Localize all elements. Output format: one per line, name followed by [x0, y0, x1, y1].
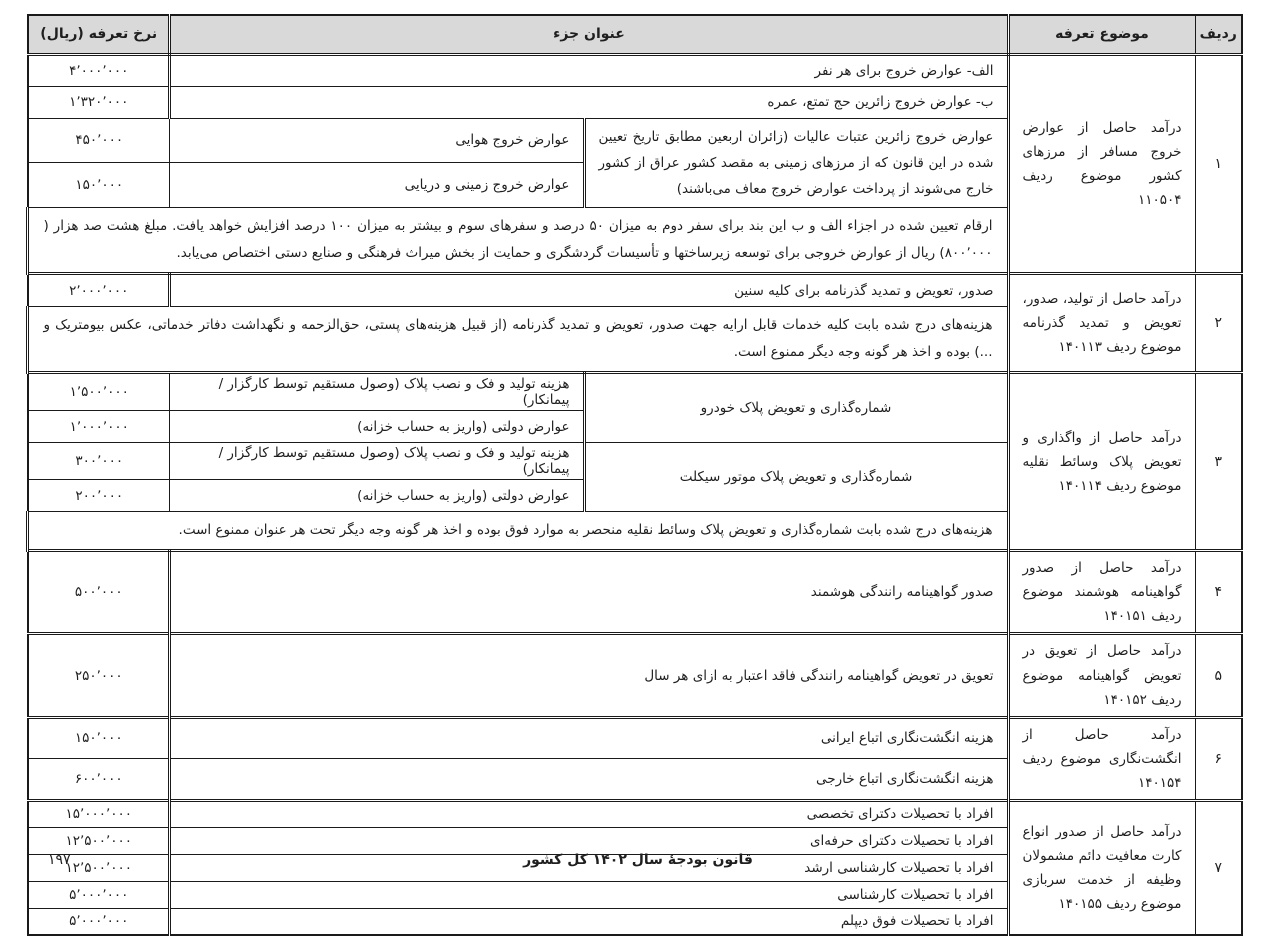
item-title-cell: هزینه انگشت‌نگاری اتباع خارجی [170, 759, 1008, 801]
row-number-cell: ۲ [1195, 274, 1242, 373]
document-page [0, 14, 1276, 930]
table-row [28, 54, 1242, 86]
column-header-item: عنوان جزء [170, 15, 1008, 54]
row-number-cell: ۴ [1195, 551, 1242, 634]
table-header-row [28, 15, 1242, 54]
item-title-cell: عوارض دولتی (واریز به حساب خزانه) [170, 480, 584, 512]
tariff-rate-cell: ۲۵۰٬۰۰۰ [28, 634, 170, 717]
item-title-cell: الف- عوارض خروج برای هر نفر [170, 54, 1008, 86]
item-title-cell: عوارض خروج هوایی [170, 118, 584, 163]
tariff-subject-cell: درآمد حاصل از تولید، صدور، تعویض و تمدید گذرنامه موضوع ردیف ۱۴۰۱۱۳ [1008, 274, 1195, 373]
tariff-rate-cell: ۵٬۰۰۰٬۰۰۰ [28, 908, 170, 935]
footer-title: قانون بودجۀ سال ۱۴۰۲ کل کشور [523, 852, 753, 868]
tariff-rate-cell: ۱٬۵۰۰٬۰۰۰ [28, 373, 170, 411]
item-title-cell: افراد با تحصیلات فوق دیپلم [170, 908, 1008, 935]
item-title-cell: هزینه انگشت‌نگاری اتباع ایرانی [170, 717, 1008, 759]
table-row [28, 717, 1242, 759]
tariff-rate-cell: ۴٬۰۰۰٬۰۰۰ [28, 54, 170, 86]
table-row [28, 551, 1242, 634]
tariff-subject-cell: درآمد حاصل از تعویق در تعویض گواهینامه موضوع ردیف ۱۴۰۱۵۲ [1008, 634, 1195, 717]
item-title-cell: افراد با تحصیلات دکترای تخصصی [170, 800, 1008, 827]
item-title-cell: افراد با تحصیلات دکترای حرفه‌ای [170, 827, 1008, 854]
column-header-rate: نرخ تعرفه (ریال) [28, 15, 170, 54]
tariff-rate-cell: ۱۲٬۵۰۰٬۰۰۰ [28, 854, 170, 881]
table-row [28, 373, 1242, 411]
row-number-cell: ۳ [1195, 373, 1242, 551]
item-title-cell: افراد با تحصیلات کارشناسی [170, 881, 1008, 908]
tariff-rate-cell: ۵۰۰٬۰۰۰ [28, 551, 170, 634]
item-category-cell: شماره‌گذاری و تعویض پلاک خودرو [584, 373, 1008, 443]
tariff-rate-cell: ۱۵۰٬۰۰۰ [28, 163, 170, 208]
item-title-cell: هزینه تولید و فک و نصب پلاک (وصول مستقیم توسط کارگزار /پیمانکار) [170, 443, 584, 480]
tariff-rate-cell: ۲۰۰٬۰۰۰ [28, 480, 170, 512]
item-title-cell: هزینه تولید و فک و نصب پلاک (وصول مستقیم توسط کارگزار /پیمانکار) [170, 373, 584, 411]
tariff-subject-cell: درآمد حاصل از انگشت‌نگاری موضوع ردیف ۱۴۰۱۵۴ [1008, 717, 1195, 800]
page-number: ۱۹۷ [48, 852, 71, 868]
note-cell: هزینه‌های درج شده بابت شماره‌گذاری و تعویض پلاک وسائط نقلیه منحصر به موارد فوق بوده و اخذ هر گونه وجه دیگر تحت هر عنوان ممنوع است. [28, 512, 1008, 551]
note-cell: ارقام تعیین شده در اجزاء الف و ب این بند برای سفر دوم به میزان ۵۰ درصد و سفرهای سوم و بیشتر به میزان ۱۰۰ درصد افزایش خواهد یافت. مبلغ هشت صد هزار ( ۸۰۰٬۰۰۰) ریال از عوارض خروجی برای توسعه زیرساختها و تأسیسات گردشگری و حمایت از بخش میراث فرهنگی و صنایع دستی اختصاص می‌یابد. [28, 208, 1008, 274]
tariff-rate-cell: ۱٬۰۰۰٬۰۰۰ [28, 411, 170, 443]
row-number-cell: ۷ [1195, 800, 1242, 935]
item-title-cell: تعویق در تعویض گواهینامه رانندگی فاقد اعتبار به ازای هر سال [170, 634, 1008, 717]
item-title-cell: افراد با تحصیلات کارشناسی ارشد [170, 854, 1008, 881]
row-number-cell: ۱ [1195, 54, 1242, 274]
tariff-rate-cell: ۲٬۰۰۰٬۰۰۰ [28, 274, 170, 307]
tariff-rate-cell: ۱۵٬۰۰۰٬۰۰۰ [28, 800, 170, 827]
tariff-subject-cell: درآمد حاصل از صدور گواهینامه هوشمند موضوع ردیف ۱۴۰۱۵۱ [1008, 551, 1195, 634]
table-row [28, 634, 1242, 717]
row-number-cell: ۵ [1195, 634, 1242, 717]
item-description-cell: عوارض خروج زائرین عتبات عالیات (زائران اربعین مطابق تاریخ تعیین شده در این قانون که از مرزهای زمینی به مقصد کشور عراق از کشور خارج می‌شوند از پرداخت عوارض خروج معاف می‌باشند) [584, 118, 1008, 208]
tariff-subject-cell: درآمد حاصل از واگذاری و تعویض پلاک وسائط نقلیه موضوع ردیف ۱۴۰۱۱۴ [1008, 373, 1195, 551]
tariff-rate-cell: ۳۰۰٬۰۰۰ [28, 443, 170, 480]
tariff-subject-cell: درآمد حاصل از صدور انواع کارت معافیت دائم مشمولان وظیفه از خدمت سربازی موضوع ردیف ۱۴۰۱۵۵ [1008, 800, 1195, 935]
row-number-cell: ۶ [1195, 717, 1242, 800]
tariff-rate-cell: ۱٬۳۲۰٬۰۰۰ [28, 86, 170, 118]
item-category-cell: شماره‌گذاری و تعویض پلاک موتور سیکلت [584, 443, 1008, 512]
tariff-rate-cell: ۶۰۰٬۰۰۰ [28, 759, 170, 801]
note-cell: هزینه‌های درج شده بابت کلیه خدمات قابل ارایه جهت صدور، تعویض و تمدید گذرنامه (از قبیل هزینه‌های پستی، حق‌الزحمه و نگهداشت دفاتر خدماتی، عکس بیومتریک و ...) بوده و اخذ هر گونه وجه دیگر ممنوع است. [28, 307, 1008, 373]
item-title-cell: صدور، تعویض و تمدید گذرنامه برای کلیه سنین [170, 274, 1008, 307]
tariff-rate-cell: ۱۲٬۵۰۰٬۰۰۰ [28, 827, 170, 854]
tariff-table [26, 14, 1243, 936]
table-row [28, 800, 1242, 827]
table-row [28, 274, 1242, 307]
column-header-radif: ردیف [1195, 15, 1242, 54]
item-title-cell: ب- عوارض خروج زائرین حج تمتع، عمره [170, 86, 1008, 118]
column-header-subject: موضوع تعرفه [1008, 15, 1195, 54]
item-title-cell: عوارض دولتی (واریز به حساب خزانه) [170, 411, 584, 443]
item-title-cell: صدور گواهینامه رانندگی هوشمند [170, 551, 1008, 634]
tariff-rate-cell: ۵٬۰۰۰٬۰۰۰ [28, 881, 170, 908]
item-title-cell: عوارض خروج زمینی و دریایی [170, 163, 584, 208]
tariff-rate-cell: ۱۵۰٬۰۰۰ [28, 717, 170, 759]
tariff-rate-cell: ۴۵۰٬۰۰۰ [28, 118, 170, 163]
tariff-subject-cell: درآمد حاصل از عوارض خروج مسافر از مرزهای کشور موضوع ردیف ۱۱۰۵۰۴ [1008, 54, 1195, 274]
